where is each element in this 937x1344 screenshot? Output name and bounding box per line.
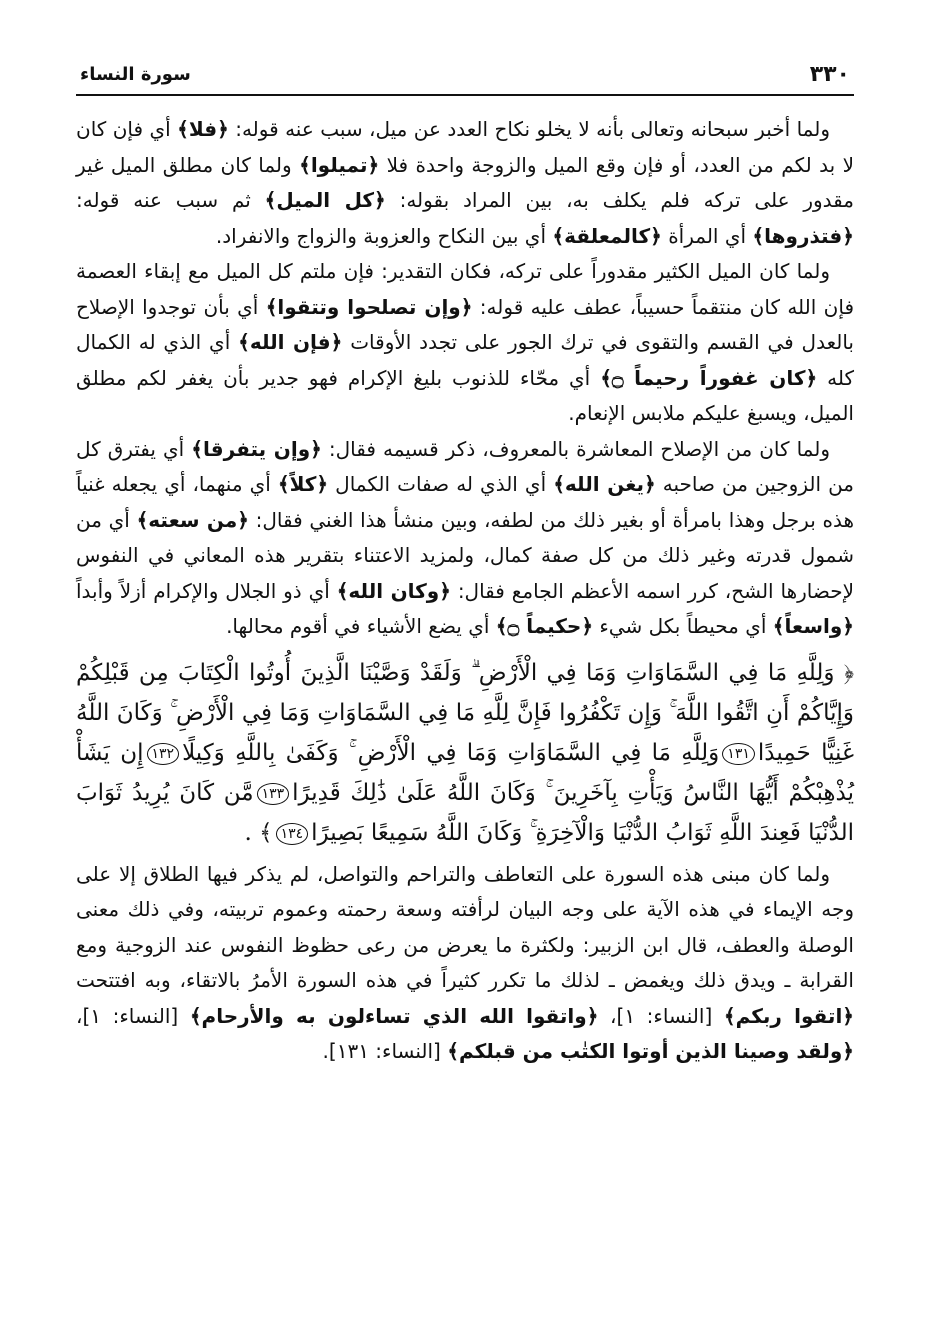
quran-quote: ﴿واسعاً﴾ bbox=[772, 614, 854, 638]
verse-close: ﴾ . bbox=[244, 819, 273, 846]
text-run: أي بأن توجدوا الإصلاح بالعدل في القسم والتقوى في ترك الجور على تجدد الأوقات bbox=[76, 294, 854, 354]
ayah-number-132: ١٣٢ bbox=[147, 743, 180, 765]
quran-quote: ﴿اتقوا ربكم﴾ bbox=[723, 1003, 855, 1028]
text-run: أي منهما، أي يجعله غنياً هذه برجل وهذا بامرأة أو بغير ذلك من لطفه، وبين منشأ هذا الغني فقال: bbox=[76, 472, 854, 532]
text-run: أي محّاء للذنوب بليغ الإكرام فهو جدير بأن يغفر لكم مطلق الميل، ويسبغ عليكم ملابس الإنعام. bbox=[76, 365, 854, 425]
verse-132: وَلِلَّهِ مَا فِي السَّمَاوَاتِ وَمَا فِي الْأَرْضِ ۚ وَكَفَىٰ بِاللَّهِ وَكِيلًا bbox=[182, 739, 720, 766]
text-run: ثم سبب عنه قوله: bbox=[76, 188, 265, 212]
text-run: أي المرأة bbox=[661, 223, 753, 248]
citation: [النساء: ١٣١]. bbox=[322, 1039, 448, 1063]
quran-quote: ﴿وإن يتفرقا﴾ bbox=[191, 436, 322, 461]
text-run: أي من شمول قدرته وغير ذلك من كل صفة كمال، ولمزيد الاعتناء بتقرير هذه المعاني في النفوس لإحضارها الشح، كرر اسمه الأعظم الجامع فقال: bbox=[76, 507, 854, 603]
verse-131: ﴿ وَلِلَّهِ مَا فِي السَّمَاوَاتِ وَمَا فِي الْأَرْضِ ۗ وَلَقَدْ وَصَّيْنَا الَّذِينَ أُوتُوا الْكِتَابَ مِن قَبْلِكُمْ وَإِيَّاكُمْ أَنِ اتَّقُوا اللَّهَ ۚ وَإِن تَكْفُرُوا فَإِنَّ لِلَّهِ مَا فِي السَّمَاوَاتِ وَمَا فِي الْأَرْضِ ۚ وَكَانَ اللَّهُ غَنِيًّا حَمِيدًا bbox=[76, 659, 854, 766]
quran-quote: ﴿من سعته﴾ bbox=[136, 507, 249, 532]
text-run: ولما كان من الإصلاح المعاشرة بالمعروف، ذكر قسيمه فقال: bbox=[321, 436, 830, 461]
quran-quote: ﴿حكيماً ۝﴾ bbox=[495, 614, 594, 638]
quran-quote: ﴿واتقوا الله الذي تساءلون به والأرحام﴾ bbox=[189, 1003, 599, 1028]
ayah-number-131: ١٣١ bbox=[722, 743, 755, 765]
citation: [النساء: ١]، bbox=[598, 1003, 724, 1028]
text-run: ولما كان مبنى هذه السورة على التعاطف والتراحم والتواصل، لم يذكر فيها الطلاق إلا على وجه الإيماء في هذه الآية على وجه البيان لرأفته وسعة رحمته وعموم تربيته، وفي ذلك معنى الوصلة والعطف، قال ابن الزبير: ولكثرة ما يعرض من رعى حظوظ النفوس عند الزوجية ومع القرابة ـ ويدق ذلك ويغمض ـ لذلك ما تكرر كثيراً في هذه السورة الأمرُ بالاتقاء، وبه افتتحت bbox=[76, 861, 854, 992]
surah-title: سورة النساء bbox=[80, 64, 191, 85]
verse-133: إِن يَشَأْ يُذْهِبْكُمْ أَيُّهَا النَّاسُ وَيَأْتِ بِآخَرِينَ ۚ وَكَانَ اللَّهُ عَلَىٰ ذَٰلِكَ قَدِيرًا bbox=[76, 739, 854, 806]
quran-quote: ﴿تميلوا﴾ bbox=[299, 152, 380, 177]
quran-quote: ﴿يغن الله﴾ bbox=[553, 472, 656, 496]
quran-quote: ﴿وإن تصلحوا وتتقوا﴾ bbox=[265, 294, 473, 319]
quran-quote: ﴿ولقد وصينا الذين أوتوا الكتٰب من قبلكم﴾ bbox=[447, 1039, 854, 1063]
text-run: ولما كان الميل الكثير مقدوراً على تركه، فكان التقدير: فإن ملتم كل الميل مع إبقاء العصمة فإن الله كان منتقماً حسيباً، عطف عليه قوله: bbox=[76, 259, 854, 319]
quran-verses-block bbox=[76, 653, 854, 853]
paragraph-4 bbox=[76, 857, 854, 1070]
citation: [النساء: ١]، bbox=[76, 1003, 190, 1028]
ayah-number-133: ١٣٣ bbox=[257, 783, 290, 805]
quran-quote: ﴿فتذروها﴾ bbox=[752, 223, 854, 248]
page-number: ٣٣٠ bbox=[809, 62, 850, 87]
text-run: ولما أخبر سبحانه وتعالى بأنه لا يخلو نكاح العدد عن ميل، سبب عنه قوله: bbox=[228, 117, 830, 141]
quran-quote: ﴿كالمعلقة﴾ bbox=[552, 223, 662, 248]
quran-quote: ﴿كان غفوراً رحيماً ۝﴾ bbox=[600, 365, 818, 390]
text-run: أي يضع الأشياء في أقوم محالها. bbox=[226, 614, 496, 638]
ayah-number-134: ١٣٤ bbox=[276, 823, 309, 845]
page-content bbox=[76, 112, 854, 1070]
quran-quote: ﴿فإن الله﴾ bbox=[238, 330, 343, 354]
paragraph-3 bbox=[76, 432, 854, 645]
text-run: أي بين النكاح والعزوبة والزواج والانفراد. bbox=[215, 223, 553, 248]
paragraph-1 bbox=[76, 112, 854, 254]
running-header bbox=[76, 58, 854, 96]
text-run: أي الذي له الكمال كله bbox=[76, 330, 854, 390]
quran-quote: ﴿كل الميل﴾ bbox=[264, 188, 386, 212]
text-run: أي يفترق كل من الزوجين من صاحبه bbox=[76, 436, 854, 496]
text-run: ولما كان مطلق الميل غير مقدور على تركه فلم يكلف به، بين المراد بقوله: bbox=[76, 152, 854, 212]
quran-quote: ﴿وكان الله﴾ bbox=[336, 578, 451, 603]
text-run: أي فإن كان لا بد لكم من العدد، أو فإن وقع الميل والزوجة واحدة فلا bbox=[76, 117, 855, 177]
text-run: أي محيطاً بكل شيء bbox=[593, 614, 773, 638]
text-run: أي ذو الجلال والإكرام أزلاً وأبداً bbox=[76, 578, 337, 603]
text-run: أي الذي له صفات الكمال bbox=[328, 472, 554, 496]
quran-quote: ﴿فلا﴾ bbox=[177, 117, 229, 141]
paragraph-2 bbox=[76, 254, 854, 432]
quran-quote: ﴿كلاً﴾ bbox=[277, 472, 329, 496]
verse-134: مَّن كَانَ يُرِيدُ ثَوَابَ الدُّنْيَا فَعِندَ اللَّهِ ثَوَابُ الدُّنْيَا وَالْآخِرَةِ ۚ وَكَانَ اللَّهُ سَمِيعًا بَصِيرًا bbox=[76, 779, 854, 846]
